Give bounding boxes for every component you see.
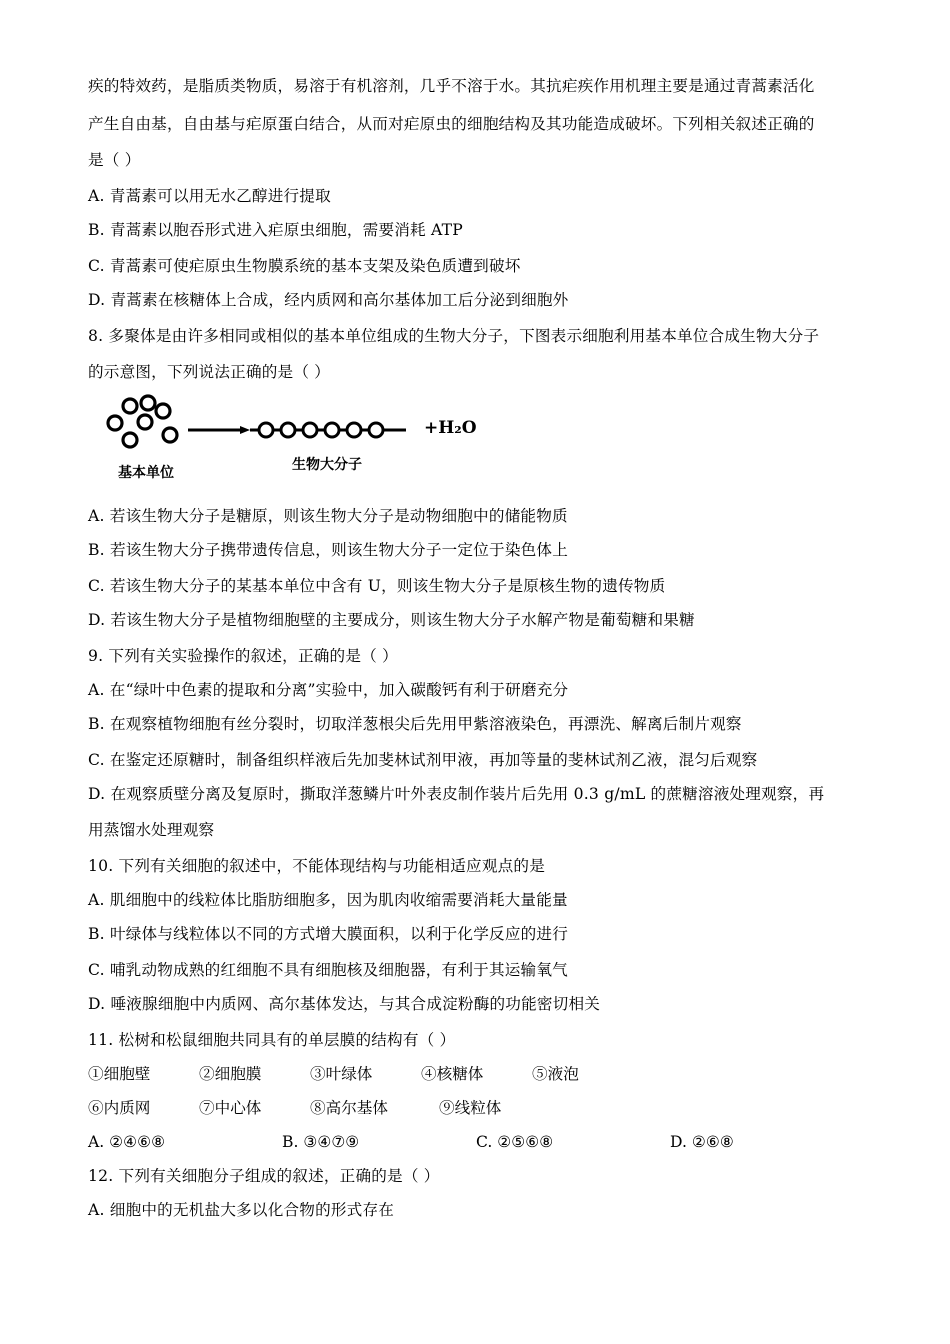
q7-stem-line-3: 是（ ） xyxy=(88,151,141,169)
monomer-circle xyxy=(163,428,177,442)
water-product-label: +H₂O xyxy=(424,418,477,438)
q7-stem-line-1: 疾的特效药，是脂质类物质，易溶于有机溶剂，几乎不溶于水。其抗疟疾作用机理主要是通过青蒿素活化 xyxy=(88,77,815,95)
q11-stem: 11. 松树和松鼠细胞共同具有的单层膜的结构有（ ） xyxy=(88,1031,456,1049)
polymer-label: 生物大分子 xyxy=(292,457,362,473)
q11-item: ⑨线粒体 xyxy=(439,1099,502,1117)
q11-option-a: A. ②④⑥⑧ xyxy=(88,1133,166,1151)
q10-option-b: B. 叶绿体与线粒体以不同的方式增大膜面积，以利于化学反应的进行 xyxy=(88,925,568,943)
q7-option-b: B. 青蒿素以胞吞形式进入疟原虫细胞，需要消耗 ATP xyxy=(88,221,463,239)
q10-stem: 10. 下列有关细胞的叙述中，不能体现结构与功能相适应观点的是 xyxy=(88,857,545,875)
q11-item: ⑧高尔基体 xyxy=(310,1099,388,1117)
q9-option-d-line-1: D. 在观察质壁分离及复原时，撕取洋葱鳞片叶外表皮制作装片后先用 0.3 g/mL 的蔗糖溶液处理观察，再 xyxy=(88,785,825,803)
q12-option-a: A. 细胞中的无机盐大多以化合物的形式存在 xyxy=(88,1201,395,1219)
q9-option-c: C. 在鉴定还原糖时，制备组织样液后先加斐林试剂甲液，再加等量的斐林试剂乙液，混匀后观察 xyxy=(88,751,758,769)
synthesis-arrow xyxy=(188,426,250,434)
q9-option-d-line-2: 用蒸馏水处理观察 xyxy=(88,821,215,839)
monomer-circle xyxy=(156,404,170,418)
q9-option-a: A. 在“绿叶中色素的提取和分离”实验中，加入碳酸钙有利于研磨充分 xyxy=(88,681,569,699)
q7-stem-line-2: 产生自由基，自由基与疟原蛋白结合，从而对疟原虫的细胞结构及其功能造成破坏。下列相关叙述正确的 xyxy=(88,115,815,133)
q10-option-c: C. 哺乳动物成熟的红细胞不具有细胞核及细胞器，有利于其运输氧气 xyxy=(88,961,568,979)
polymer-chain xyxy=(250,423,406,437)
q7-option-d: D. 青蒿素在核糖体上合成，经内质网和高尔基体加工后分泌到细胞外 xyxy=(88,291,569,309)
q11-item: ④核糖体 xyxy=(421,1065,484,1083)
q11-option-b: B. ③④⑦⑨ xyxy=(282,1133,360,1151)
q8-stem-line-1: 8. 多聚体是由许多相同或相似的基本单位组成的生物大分子，下图表示细胞利用基本单位合成生物大分子 xyxy=(88,327,820,345)
q11-item: ⑥内质网 xyxy=(88,1099,151,1117)
q11-item: ②细胞膜 xyxy=(199,1065,262,1083)
q8-option-c: C. 若该生物大分子的某基本单位中含有 U，则该生物大分子是原核生物的遗传物质 xyxy=(88,577,666,595)
monomer-label: 基本单位 xyxy=(118,465,174,481)
q11-item: ⑤液泡 xyxy=(532,1065,579,1083)
q9-stem: 9. 下列有关实验操作的叙述，正确的是（ ） xyxy=(88,647,398,665)
q10-option-a: A. 肌细胞中的线粒体比脂肪细胞多，因为肌肉收缩需要消耗大量能量 xyxy=(88,891,568,909)
q11-option-c: C. ②⑤⑥⑧ xyxy=(476,1133,554,1151)
q10-option-d: D. 唾液腺细胞中内质网、高尔基体发达，与其合成淀粉酶的功能密切相关 xyxy=(88,995,601,1013)
q8-option-d: D. 若该生物大分子是植物细胞壁的主要成分，则该生物大分子水解产物是葡萄糖和果糖 xyxy=(88,611,695,629)
monomer-circle xyxy=(123,399,137,413)
q8-option-a: A. 若该生物大分子是糖原，则该生物大分子是动物细胞中的储能物质 xyxy=(88,507,568,525)
q11-item: ①细胞壁 xyxy=(88,1065,151,1083)
q11-item: ⑦中心体 xyxy=(199,1099,262,1117)
monomer-circle xyxy=(123,433,137,447)
q11-option-d: D. ②⑥⑧ xyxy=(670,1133,734,1151)
q7-option-a: A. 青蒿素可以用无水乙醇进行提取 xyxy=(88,187,331,205)
monomer-circle xyxy=(108,416,122,430)
monomer-circle xyxy=(141,396,155,410)
q11-item: ③叶绿体 xyxy=(310,1065,373,1083)
q9-option-b: B. 在观察植物细胞有丝分裂时，切取洋葱根尖后先用甲紫溶液染色，再漂洗、解离后制片观察 xyxy=(88,715,742,733)
monomer-circle xyxy=(138,415,152,429)
q8-stem-line-2: 的示意图，下列说法正确的是（ ） xyxy=(88,363,331,381)
q12-stem: 12. 下列有关细胞分子组成的叙述，正确的是（ ） xyxy=(88,1167,440,1185)
q8-option-b: B. 若该生物大分子携带遗传信息，则该生物大分子一定位于染色体上 xyxy=(88,541,568,559)
q7-option-c: C. 青蒿素可使疟原虫生物膜系统的基本支架及染色质遭到破坏 xyxy=(88,257,521,275)
